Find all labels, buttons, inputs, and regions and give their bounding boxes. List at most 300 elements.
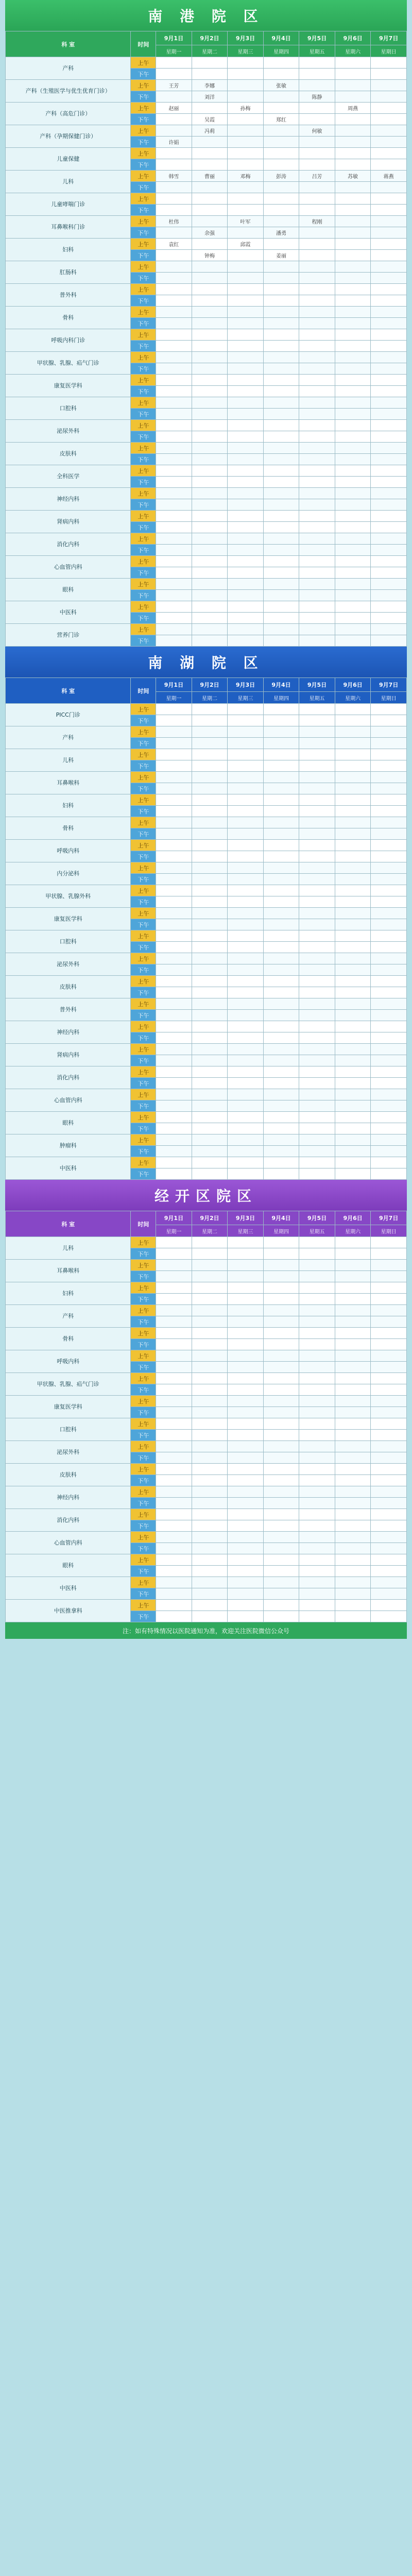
doctor-cell (371, 1532, 407, 1543)
doctor-cell (299, 1407, 335, 1418)
doctor-cell (299, 1282, 335, 1294)
doctor-cell (299, 772, 335, 783)
am-label: 上午 (131, 397, 156, 409)
doctor-cell (192, 545, 228, 556)
doctor-cell (156, 1509, 192, 1520)
doctor-cell (299, 601, 335, 613)
doctor-cell (263, 772, 299, 783)
doctor-cell (299, 261, 335, 273)
doctor-cell (156, 760, 192, 772)
pm-label: 下午 (131, 91, 156, 103)
pm-label: 下午 (131, 964, 156, 976)
doctor-cell (192, 635, 228, 647)
doctor-cell (299, 1532, 335, 1543)
doctor-cell (371, 522, 407, 533)
dept-name: 口腔科 (6, 930, 131, 953)
doctor-cell (263, 590, 299, 601)
header-date: 9月4日 (263, 1211, 299, 1225)
doctor-cell (156, 749, 192, 760)
doctor-cell (263, 454, 299, 465)
doctor-cell (228, 1089, 264, 1100)
doctor-cell (299, 1066, 335, 1078)
doctor-cell (371, 1248, 407, 1260)
doctor-cell (156, 1032, 192, 1044)
doctor-cell (299, 1577, 335, 1588)
doctor-cell: 郑红 (263, 114, 299, 125)
doctor-cell (156, 1044, 192, 1055)
table-row (6, 57, 407, 69)
dept-name: 产科 (6, 726, 131, 749)
doctor-cell (335, 386, 371, 397)
am-label: 上午 (131, 239, 156, 250)
doctor-cell (299, 1362, 335, 1373)
doctor-cell (263, 806, 299, 817)
pm-label: 下午 (131, 1339, 156, 1350)
doctor-cell (335, 431, 371, 443)
table-row (6, 125, 407, 137)
doctor-cell (263, 1032, 299, 1044)
doctor-cell (156, 341, 192, 352)
doctor-cell (371, 318, 407, 329)
doctor-cell (335, 556, 371, 567)
doctor-cell (371, 987, 407, 998)
pm-label: 下午 (131, 318, 156, 329)
pm-label: 下午 (131, 295, 156, 307)
doctor-cell (299, 726, 335, 738)
doctor-cell (335, 80, 371, 91)
doctor-cell (228, 318, 264, 329)
doctor-cell (192, 1089, 228, 1100)
doctor-cell (228, 273, 264, 284)
doctor-cell (371, 1316, 407, 1328)
doctor-cell (371, 556, 407, 567)
doctor-cell (371, 1032, 407, 1044)
doctor-cell (299, 556, 335, 567)
doctor-cell (156, 511, 192, 522)
doctor-cell (156, 806, 192, 817)
doctor-cell (192, 1248, 228, 1260)
doctor-cell (335, 1055, 371, 1066)
campus-title: 南 港 院 区 (5, 0, 407, 31)
am-label: 上午 (131, 726, 156, 738)
doctor-cell (371, 1430, 407, 1441)
doctor-cell (156, 1464, 192, 1475)
doctor-cell (228, 1577, 264, 1588)
dept-name: 甲状腺、乳腺、疝气门诊 (6, 1373, 131, 1396)
doctor-cell (371, 749, 407, 760)
pm-label: 下午 (131, 1520, 156, 1532)
doctor-cell (299, 1260, 335, 1271)
dept-name: 心血管内科 (6, 1532, 131, 1554)
doctor-cell (156, 1248, 192, 1260)
doctor-cell (156, 942, 192, 953)
dept-name: 普外科 (6, 998, 131, 1021)
doctor-cell (228, 874, 264, 885)
doctor-cell (192, 1271, 228, 1282)
doctor-cell (371, 57, 407, 69)
doctor-cell (156, 1441, 192, 1452)
doctor-cell (335, 273, 371, 284)
doctor-cell (192, 896, 228, 908)
doctor-cell (192, 1588, 228, 1600)
doctor-cell (192, 1384, 228, 1396)
doctor-cell (371, 216, 407, 227)
pm-label: 下午 (131, 409, 156, 420)
dept-name: 心血管内科 (6, 1089, 131, 1112)
doctor-cell (192, 1532, 228, 1543)
table-row (6, 908, 407, 919)
dept-name: 甲状腺、乳腺外科 (6, 885, 131, 908)
doctor-cell (299, 352, 335, 363)
doctor-cell (192, 1577, 228, 1588)
am-label: 上午 (131, 1157, 156, 1168)
doctor-cell (192, 1475, 228, 1486)
pm-label: 下午 (131, 828, 156, 840)
doctor-cell (335, 1384, 371, 1396)
doctor-cell (335, 749, 371, 760)
doctor-cell (299, 1441, 335, 1452)
doctor-cell (335, 125, 371, 137)
dept-name: 普外科 (6, 284, 131, 307)
doctor-cell (371, 953, 407, 964)
doctor-cell (263, 851, 299, 862)
doctor-cell (192, 840, 228, 851)
doctor-cell (192, 908, 228, 919)
pm-label: 下午 (131, 1588, 156, 1600)
am-label: 上午 (131, 885, 156, 896)
doctor-cell (335, 363, 371, 375)
header-weekday: 星期三 (228, 1225, 264, 1237)
doctor-cell (299, 1475, 335, 1486)
doctor-cell (156, 1418, 192, 1430)
pm-label: 下午 (131, 715, 156, 726)
doctor-cell (371, 409, 407, 420)
doctor-cell (192, 579, 228, 590)
header-date: 9月3日 (228, 31, 264, 45)
doctor-cell (371, 1600, 407, 1611)
doctor-cell (228, 919, 264, 930)
am-label: 上午 (131, 1441, 156, 1452)
doctor-cell (228, 1532, 264, 1543)
doctor-cell (335, 1486, 371, 1498)
doctor-cell (335, 454, 371, 465)
doctor-cell (335, 1475, 371, 1486)
doctor-cell (299, 397, 335, 409)
doctor-cell (371, 1384, 407, 1396)
doctor-cell (228, 1339, 264, 1350)
doctor-cell (228, 1044, 264, 1055)
doctor-cell (299, 794, 335, 806)
table-row (6, 772, 407, 783)
dept-name: 妇科 (6, 239, 131, 261)
doctor-cell (263, 409, 299, 420)
doctor-cell: 何敏 (299, 125, 335, 137)
doctor-cell: 孙梅 (228, 103, 264, 114)
header-weekday: 星期一 (156, 692, 192, 704)
doctor-cell (299, 329, 335, 341)
dept-name: 甲状腺、乳腺、疝气门诊 (6, 352, 131, 375)
doctor-cell (263, 828, 299, 840)
am-label: 上午 (131, 420, 156, 431)
dept-name: 康复医学科 (6, 1396, 131, 1418)
doctor-cell (228, 794, 264, 806)
doctor-cell (192, 1350, 228, 1362)
doctor-cell (156, 1271, 192, 1282)
doctor-cell (156, 726, 192, 738)
doctor-cell (371, 91, 407, 103)
am-label: 上午 (131, 1021, 156, 1032)
doctor-cell (192, 1611, 228, 1622)
doctor-cell (192, 794, 228, 806)
header-time: 时间 (131, 678, 156, 704)
doctor-cell (371, 567, 407, 579)
doctor-cell (299, 375, 335, 386)
header-weekday: 星期五 (299, 45, 335, 57)
pm-label: 下午 (131, 1294, 156, 1305)
doctor-cell (263, 885, 299, 896)
doctor-cell (371, 431, 407, 443)
pm-label: 下午 (131, 635, 156, 647)
doctor-cell (299, 1271, 335, 1282)
doctor-cell (156, 851, 192, 862)
am-label: 上午 (131, 375, 156, 386)
doctor-cell (156, 227, 192, 239)
doctor-cell (228, 1498, 264, 1509)
doctor-cell (156, 307, 192, 318)
header-weekday: 星期日 (371, 1225, 407, 1237)
doctor-cell (192, 295, 228, 307)
doctor-cell (156, 284, 192, 295)
doctor-cell (335, 1362, 371, 1373)
am-label: 上午 (131, 1089, 156, 1100)
doctor-cell (371, 760, 407, 772)
doctor-cell (263, 239, 299, 250)
table-row (6, 579, 407, 590)
am-label: 上午 (131, 862, 156, 874)
doctor-cell (371, 545, 407, 556)
doctor-cell (335, 477, 371, 488)
doctor-cell (335, 919, 371, 930)
doctor-cell (228, 930, 264, 942)
doctor-cell (156, 704, 192, 715)
doctor-cell (335, 964, 371, 976)
doctor-cell (335, 318, 371, 329)
doctor-cell (371, 998, 407, 1010)
doctor-cell (299, 919, 335, 930)
doctor-cell (335, 726, 371, 738)
table-row (6, 1134, 407, 1146)
doctor-cell (335, 409, 371, 420)
table-row (6, 1441, 407, 1452)
doctor-cell (299, 420, 335, 431)
doctor-cell (299, 1520, 335, 1532)
doctor-cell (299, 930, 335, 942)
am-label: 上午 (131, 1260, 156, 1271)
doctor-cell (263, 1316, 299, 1328)
doctor-cell (299, 454, 335, 465)
doctor-cell (192, 749, 228, 760)
doctor-cell: 余强 (192, 227, 228, 239)
doctor-cell (156, 896, 192, 908)
doctor-cell (335, 624, 371, 635)
doctor-cell (228, 726, 264, 738)
dept-name: 皮肤科 (6, 976, 131, 998)
doctor-cell (228, 1350, 264, 1362)
doctor-cell (263, 1475, 299, 1486)
doctor-cell (228, 375, 264, 386)
table-row (6, 624, 407, 635)
doctor-cell (156, 250, 192, 261)
doctor-cell (192, 465, 228, 477)
doctor-cell (299, 1248, 335, 1260)
doctor-cell (192, 363, 228, 375)
table-row (6, 998, 407, 1010)
dept-name: 消化内科 (6, 1066, 131, 1089)
doctor-cell (192, 828, 228, 840)
doctor-cell (228, 953, 264, 964)
am-label: 上午 (131, 624, 156, 635)
doctor-cell (228, 1464, 264, 1475)
doctor-cell (263, 749, 299, 760)
doctor-cell (156, 1384, 192, 1396)
pm-label: 下午 (131, 1271, 156, 1282)
doctor-cell (156, 976, 192, 987)
doctor-cell (192, 477, 228, 488)
dept-name: 妇科 (6, 794, 131, 817)
doctor-cell (228, 828, 264, 840)
header-date: 9月5日 (299, 31, 335, 45)
doctor-cell (156, 715, 192, 726)
doctor-cell (335, 1532, 371, 1543)
doctor-cell (371, 715, 407, 726)
doctor-cell (371, 193, 407, 205)
header-date: 9月7日 (371, 1211, 407, 1225)
doctor-cell (192, 1600, 228, 1611)
doctor-cell (192, 182, 228, 193)
doctor-cell (192, 386, 228, 397)
pm-label: 下午 (131, 874, 156, 885)
doctor-cell (263, 1543, 299, 1554)
doctor-cell (299, 1486, 335, 1498)
doctor-cell (156, 397, 192, 409)
doctor-cell (335, 1441, 371, 1452)
doctor-cell (228, 635, 264, 647)
doctor-cell (371, 1520, 407, 1532)
doctor-cell (335, 307, 371, 318)
am-label: 上午 (131, 1396, 156, 1407)
doctor-cell (192, 341, 228, 352)
doctor-cell: 邓梅 (228, 171, 264, 182)
doctor-cell (335, 1294, 371, 1305)
doctor-cell (192, 760, 228, 772)
doctor-cell (263, 375, 299, 386)
doctor-cell (156, 477, 192, 488)
doctor-cell (371, 1123, 407, 1134)
doctor-cell (192, 57, 228, 69)
doctor-cell (371, 1396, 407, 1407)
doctor-cell (335, 760, 371, 772)
header-date: 9月2日 (192, 678, 228, 692)
table-row (6, 1554, 407, 1566)
doctor-cell (228, 91, 264, 103)
doctor-cell (263, 635, 299, 647)
doctor-cell (192, 1418, 228, 1430)
doctor-cell (192, 1066, 228, 1078)
doctor-cell (299, 1123, 335, 1134)
doctor-cell (335, 137, 371, 148)
doctor-cell: 彭涛 (263, 171, 299, 182)
doctor-cell (335, 511, 371, 522)
am-label: 上午 (131, 1282, 156, 1294)
doctor-cell (371, 942, 407, 953)
doctor-cell (335, 1078, 371, 1089)
doctor-cell (228, 1430, 264, 1441)
dept-name: 儿科 (6, 171, 131, 193)
table-row (6, 397, 407, 409)
doctor-cell (299, 1237, 335, 1248)
doctor-cell (371, 511, 407, 522)
dept-name: 神经内科 (6, 1021, 131, 1044)
doctor-cell (156, 1600, 192, 1611)
doctor-cell (371, 159, 407, 171)
doctor-cell (263, 125, 299, 137)
doctor-cell (156, 1134, 192, 1146)
table-row (6, 556, 407, 567)
doctor-cell (156, 1554, 192, 1566)
doctor-cell (299, 1452, 335, 1464)
doctor-cell (263, 420, 299, 431)
doctor-cell (263, 1588, 299, 1600)
doctor-cell (228, 1566, 264, 1577)
doctor-cell (192, 409, 228, 420)
doctor-cell (228, 205, 264, 216)
pm-label: 下午 (131, 851, 156, 862)
doctor-cell (263, 329, 299, 341)
doctor-cell (192, 216, 228, 227)
doctor-cell (299, 817, 335, 828)
doctor-cell (192, 159, 228, 171)
table-row (6, 840, 407, 851)
table-row (6, 375, 407, 386)
doctor-cell (335, 953, 371, 964)
doctor-cell (335, 806, 371, 817)
doctor-cell (335, 1282, 371, 1294)
doctor-cell (299, 148, 335, 159)
doctor-cell (263, 1328, 299, 1339)
dept-name: 内分泌科 (6, 862, 131, 885)
doctor-cell (263, 363, 299, 375)
dept-name: 儿科 (6, 1237, 131, 1260)
doctor-cell (156, 386, 192, 397)
doctor-cell (263, 1577, 299, 1588)
doctor-cell (335, 545, 371, 556)
doctor-cell: 袁红 (156, 239, 192, 250)
doctor-cell (371, 454, 407, 465)
doctor-cell (228, 1271, 264, 1282)
pm-label: 下午 (131, 1055, 156, 1066)
doctor-cell (156, 1373, 192, 1384)
doctor-cell (371, 1577, 407, 1588)
doctor-cell (156, 261, 192, 273)
doctor-cell (371, 1066, 407, 1078)
doctor-cell (156, 1339, 192, 1350)
doctor-cell (371, 114, 407, 125)
header-weekday: 星期五 (299, 692, 335, 704)
campus-title: 南 湖 院 区 (5, 647, 407, 677)
doctor-cell (156, 817, 192, 828)
doctor-cell (263, 307, 299, 318)
doctor-cell (263, 103, 299, 114)
